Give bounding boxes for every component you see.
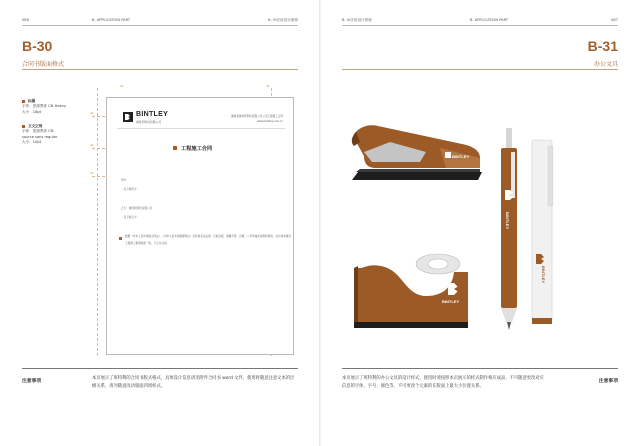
header-rule-right: [342, 25, 618, 26]
running-chapter-right: B. VI应用设计系统: [342, 18, 372, 22]
template-header-rule: [117, 128, 285, 129]
spec-line: 大小：10pt: [22, 140, 42, 145]
tape-logo-icon: [448, 283, 460, 295]
page-subtitle-right: 办公文具: [593, 61, 618, 68]
right-page: [320, 0, 640, 446]
contract-body: 根据《中华人民共和国合同法》、《中华人民共和国建筑法》及其他有关法律、行政法规，遵循平等、自愿、公平和诚实信用的原则，双方就本建设工程施工事项协商一致，订立本合同。: [125, 235, 291, 245]
dimension-label: 20: [90, 112, 94, 115]
guide-line: [97, 88, 98, 356]
note-text-right: 本页展示了班特利的办公文具的设计样式，使用时请按照本页展示的样式制作相应成品，不可随意更改对应信息的字体、字号、颜色等，不可更改个元素的在版面上最大小位置关系。: [342, 376, 544, 390]
contract-title: 工程施工合同: [181, 146, 213, 152]
pen-logo-icon: [505, 190, 515, 200]
page-subtitle-left: 合同书版面格式: [22, 61, 65, 68]
spec-bullet: [22, 100, 25, 103]
page-code-left: B-30: [22, 38, 53, 54]
pen-brand: BINTLEY: [505, 212, 510, 230]
brand-subtitle: 斑特利科技有限公司: [136, 120, 162, 124]
brand-name: BINTLEY: [136, 111, 169, 118]
page-number-left: 086: [22, 18, 29, 22]
spec-heading: 文文正规: [28, 124, 43, 128]
page-code-right: B-31: [587, 38, 618, 54]
bottom-rule-right: [342, 368, 618, 369]
spec-line: source sans regular: [22, 134, 58, 139]
note-title-left: 注意事项: [22, 379, 42, 384]
party-b-label: 乙方：斑特利科技有限公司: [121, 207, 153, 210]
page-number-right: 087: [611, 18, 618, 22]
party-b-fill: （以下称乙方）: [121, 216, 140, 219]
marker-brand: BINTLEY: [541, 266, 546, 284]
spec-line: 字体：思源黑体 CN Heavy: [22, 104, 67, 109]
company-line: 湖南省斑特利科技有限公司公司工程施工合同: [231, 115, 283, 118]
party-a-fill: （以下称甲方）: [121, 188, 140, 191]
bintley-logo-icon: [123, 112, 133, 122]
spec-body: [22, 124, 57, 146]
title-marker: [173, 146, 177, 150]
subtitle-rule-right: [342, 69, 618, 70]
white-marker-illustration: [530, 140, 556, 328]
stapler-illustration: [350, 122, 490, 184]
running-section-right: B. APPLICATION PART: [470, 18, 509, 22]
subtitle-rule-left: [22, 69, 298, 70]
spec-bullet: [22, 125, 25, 128]
bottom-rule-left: [22, 368, 298, 369]
dimension-label: 20: [120, 85, 124, 88]
running-section-left: B. APPLICATION PART: [92, 18, 131, 22]
contract-template: [106, 97, 294, 355]
paragraph-marker: [119, 237, 122, 240]
party-a-label: 甲方：: [121, 179, 129, 182]
spec-heading: 标题: [28, 99, 36, 103]
spec-line: 字体：思源黑体 CN: [22, 129, 54, 134]
note-title-right: 注意事项: [598, 379, 618, 384]
spec-line: 大小：18pt: [22, 109, 42, 114]
note-text-left: 本页展示了班特利的合同书版式格式，具体设计信息请见附件合同书 word 文件，使用时随意注意文本的层级关系，请勿随意改动版面四周样式。: [92, 376, 295, 390]
dimension-label: 30: [266, 85, 270, 88]
brown-pen-illustration: [498, 128, 522, 330]
header-rule-left: [22, 25, 298, 26]
tape-brand: BINTLEY: [442, 299, 460, 304]
dimension-label: 20: [90, 172, 94, 175]
running-chapter-left: B. VI应用设计系统: [268, 18, 298, 22]
marker-logo-icon: [536, 254, 546, 264]
stapler-brand: BINTLEY: [452, 154, 470, 159]
spec-title: [22, 99, 66, 115]
website: www.bintley.com.cn: [257, 120, 283, 123]
dimension-label: 20: [90, 144, 94, 147]
